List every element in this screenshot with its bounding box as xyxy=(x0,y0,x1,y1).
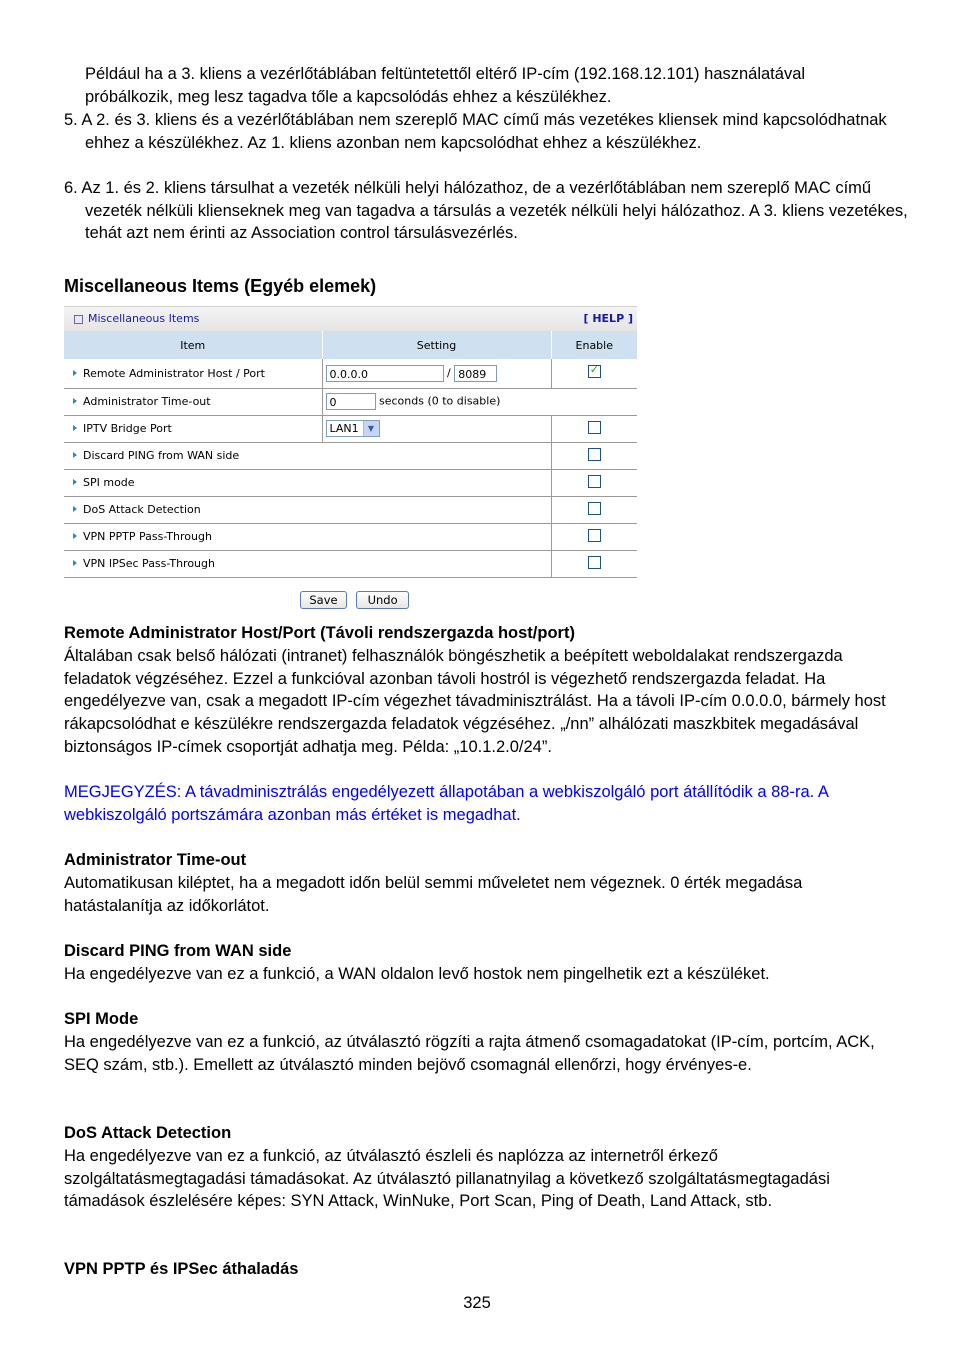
intro-paragraph: Például ha a 3. kliens a vezérlőtáblában feltüntetettől eltérő IP-cím (192.168.12.101) használatával próbálkozik, meg lesz tagadva tőle a kapcsolódás ehhez a készülékhez. xyxy=(85,65,806,106)
remote-admin-setting xyxy=(322,359,551,388)
remote-admin-enable-checkbox[interactable] xyxy=(588,365,601,378)
enable-cell xyxy=(551,442,637,469)
timeout-heading: Administrator Time-out xyxy=(64,851,247,869)
arrow-right-icon xyxy=(73,398,77,404)
arrow-right-icon xyxy=(73,479,77,485)
collapse-square-icon[interactable] xyxy=(74,315,83,324)
list-item-6: 6. Az 1. és 2. kliens társulhat a vezeték nélküli helyi hálózathoz, de a vezérlőtáblában nem szereplő MAC című vezeték nélküli klienseknek meg van tagadva a társulás a vezeték nélküli helyi hálózathoz. A 3. kliens vezetékes, tehát azt nem érinti az Association control társulásvezérlés. xyxy=(64,179,908,243)
section-title: Miscellaneous Items (Egyéb elemek) xyxy=(64,276,377,296)
row-label-remote-admin: Remote Administrator Host / Port xyxy=(64,359,322,388)
enable-cell xyxy=(551,496,637,523)
undo-button[interactable]: Undo xyxy=(356,591,409,609)
chevron-down-icon[interactable]: ▼ xyxy=(363,421,379,436)
enable-cell xyxy=(551,469,637,496)
panel-header xyxy=(64,306,637,331)
timeout-input[interactable]: 0 xyxy=(326,393,376,410)
table-row xyxy=(64,550,637,577)
table-row xyxy=(64,388,637,415)
panel-title: Miscellaneous Items xyxy=(88,312,200,325)
enable-cell xyxy=(551,550,637,577)
spi-heading: SPI Mode xyxy=(64,1010,139,1028)
dos-body: Ha engedélyezve van ez a funkció, az útválasztó észleli és naplózza az internetről érkező szolgáltatásmegtagadási támadásokat. Az útválasztó pillanatnyilag a következő szolgáltatásmegtagadási támadások észlelésére képes: SYN Attack, WinNuke, Port Scan, Ping of Death, Land Attack, stb. xyxy=(64,1147,830,1211)
arrow-right-icon xyxy=(73,506,77,512)
page-number: 325 xyxy=(463,1294,491,1312)
vpn-heading: VPN PPTP és IPSec áthaladás xyxy=(64,1260,299,1278)
remote-admin-heading: Remote Administrator Host/Port (Távoli rendszergazda host/port) xyxy=(64,624,575,642)
remote-admin-note: MEGJEGYZÉS: A távadminisztrálás engedélyezett állapotában a webkiszolgáló port átállítódik a 88-ra. A webkiszolgáló portszámára azonban más értéket is megadhat. xyxy=(64,783,829,824)
admin-timeout-setting xyxy=(322,388,637,415)
spi-body: Ha engedélyezve van ez a funkció, az útválasztó rögzíti a rajta átmenő csomagadatokat (IP-cím, portcím, ACK, SEQ szám, stb.). Emellett az útválasztó minden bejövő csomagnál ellenőrzi, hogy érvényes-e. xyxy=(64,1033,875,1074)
ping-heading: Discard PING from WAN side xyxy=(64,942,292,960)
row-label-spi: SPI mode xyxy=(64,469,551,496)
arrow-right-icon xyxy=(73,425,77,431)
save-button[interactable]: Save xyxy=(300,591,347,609)
table-row xyxy=(64,415,637,442)
row-label-admin-timeout: Administrator Time-out xyxy=(64,388,322,415)
table-row xyxy=(64,523,637,550)
timeout-body: Automatikusan kiléptet, ha a megadott időn belül semmi műveletet nem végeznek. 0 érték megadása hatástalanítja az időkorlátot. xyxy=(64,874,803,915)
row-label-dos: DoS Attack Detection xyxy=(64,496,551,523)
dos-heading: DoS Attack Detection xyxy=(64,1124,232,1142)
discard-ping-checkbox[interactable] xyxy=(588,448,601,461)
misc-items-table xyxy=(64,331,637,578)
iptv-setting xyxy=(322,415,551,442)
arrow-right-icon xyxy=(73,452,77,458)
column-header-enable: Enable xyxy=(551,331,637,359)
form-buttons xyxy=(300,589,413,609)
iptv-enable-checkbox[interactable] xyxy=(588,421,601,434)
enable-cell xyxy=(551,523,637,550)
arrow-right-icon xyxy=(73,370,77,376)
row-label-ipsec: VPN IPSec Pass-Through xyxy=(64,550,551,577)
dos-detection-checkbox[interactable] xyxy=(588,502,601,515)
help-link[interactable]: [ HELP ] xyxy=(583,312,633,325)
table-row xyxy=(64,469,637,496)
table-row xyxy=(64,496,637,523)
remote-port-input[interactable]: 8089 xyxy=(454,365,497,382)
ipsec-passthrough-checkbox[interactable] xyxy=(588,556,601,569)
list-item-5: 5. A 2. és 3. kliens és a vezérlőtáblában nem szereplő MAC című más vezetékes kliensek mind kapcsolódhatnak ehhez a készülékhez. Az 1. kliens azonban nem kapcsolódhat ehhez a készülékhez. xyxy=(64,111,887,152)
remote-host-input[interactable]: 0.0.0.0 xyxy=(326,365,444,382)
enable-cell xyxy=(551,359,637,388)
column-header-item: Item xyxy=(64,331,322,359)
enable-cell xyxy=(551,415,637,442)
ping-body: Ha engedélyezve van ez a funkció, a WAN oldalon levő hostok nem pingelhetik ezt a készüléket. xyxy=(64,965,770,983)
spi-mode-checkbox[interactable] xyxy=(588,475,601,488)
remote-admin-body: Általában csak belső hálózati (intranet) felhasználók böngészhetik a beépített weboldalakat rendszergazda feladatok végzéséhez. Ezzel a funkcióval azonban távoli hostról is végezhető rendszergazda feladat. Ha engedélyezve van, csak a megadott IP-cím végezhet távadminisztrálást. Ha a távoli IP-cím 0.0.0.0, bármely host rákapcsolódhat e készülékre rendszergazda feladatok végzéséhez. „/nn” alhálózati maszkbitek megadásával biztonságos IP-címek csoportját adhatja meg. Példa: „10.1.2.0/24”. xyxy=(64,647,886,756)
arrow-right-icon xyxy=(73,560,77,566)
row-label-iptv: IPTV Bridge Port xyxy=(64,415,322,442)
arrow-right-icon xyxy=(73,533,77,539)
timeout-hint: seconds (0 to disable) xyxy=(379,394,501,408)
table-row xyxy=(64,359,637,388)
table-row xyxy=(64,442,637,469)
row-label-discard-ping: Discard PING from WAN side xyxy=(64,442,551,469)
pptp-passthrough-checkbox[interactable] xyxy=(588,529,601,542)
iptv-port-select[interactable]: LAN1 ▼ xyxy=(326,420,380,437)
row-label-pptp: VPN PPTP Pass-Through xyxy=(64,523,551,550)
misc-items-panel xyxy=(64,306,637,578)
host-port-separator: / xyxy=(447,366,451,380)
column-header-setting: Setting xyxy=(322,331,551,359)
